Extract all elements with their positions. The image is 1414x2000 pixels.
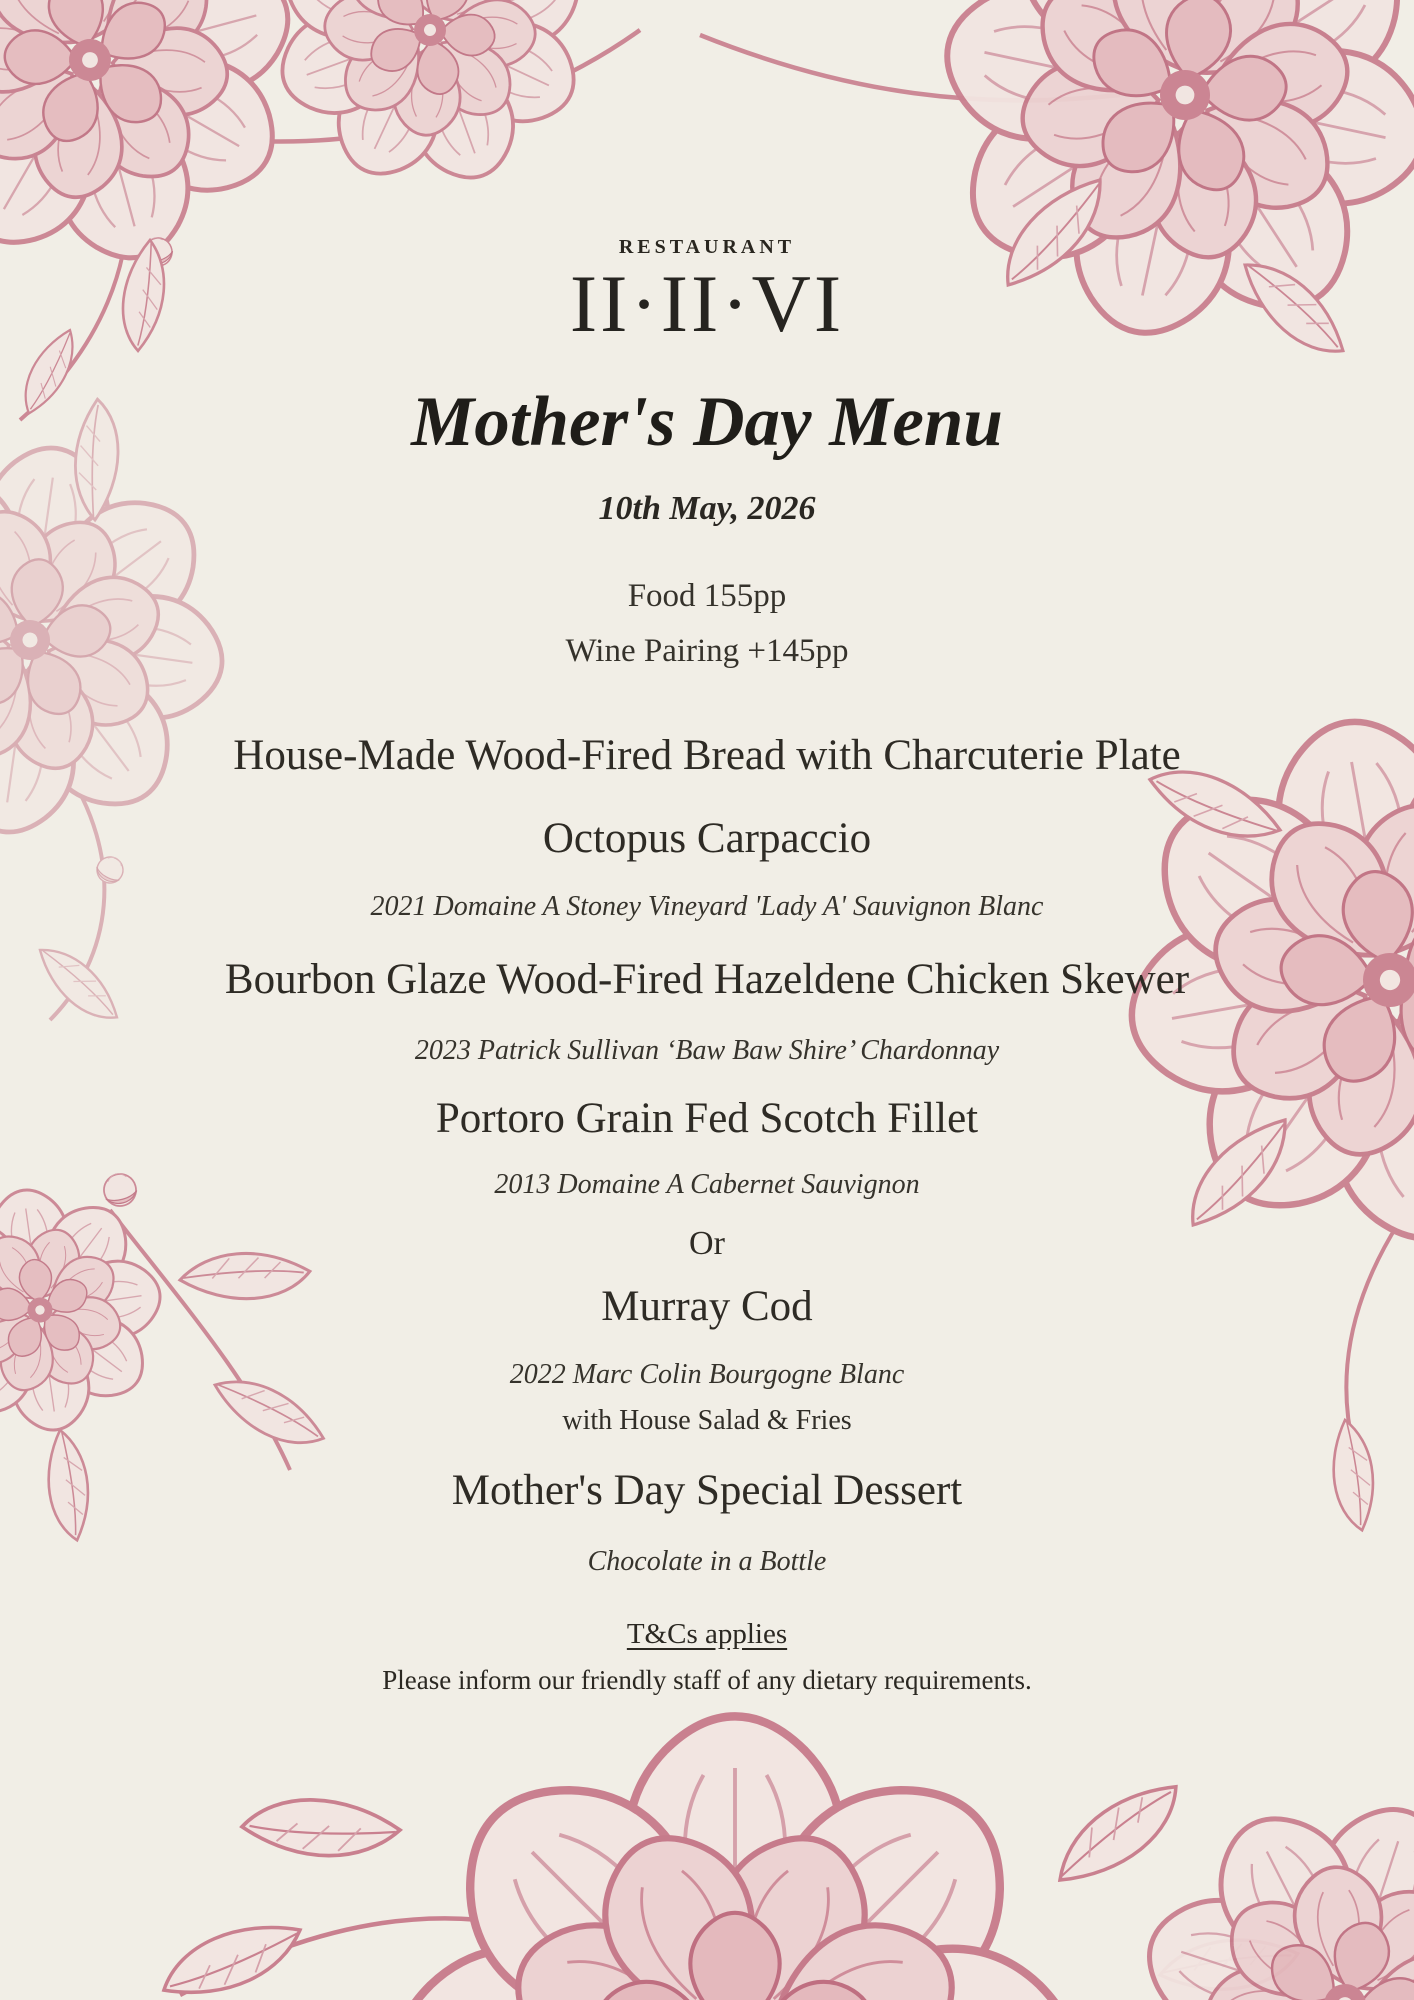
- wine-pairing-scotch-fillet: 2013 Domaine A Cabernet Sauvignon: [494, 1169, 920, 1200]
- course-murray-cod: Murray Cod: [601, 1283, 813, 1330]
- wine-pairing-octopus: 2021 Domaine A Stoney Vineyard 'Lady A' Sauvignon Blanc: [370, 891, 1044, 922]
- terms-link[interactable]: T&Cs applies: [626, 1618, 788, 1650]
- or-separator: Or: [689, 1225, 725, 1262]
- wine-pairing-price: Wine Pairing +145pp: [565, 633, 849, 669]
- wine-pairing-murray-cod: 2022 Marc Colin Bourgogne Blanc: [509, 1359, 905, 1390]
- course-octopus: Octopus Carpaccio: [542, 815, 872, 862]
- course-bread: House-Made Wood-Fired Bread with Charcuterie Plate: [233, 732, 1181, 779]
- food-price: Food 155pp: [627, 578, 787, 614]
- course-scotch-fillet: Portoro Grain Fed Scotch Fillet: [435, 1095, 979, 1142]
- wine-pairing-chicken: 2023 Patrick Sullivan ‘Baw Baw Shire’ Chardonnay: [414, 1035, 1000, 1066]
- event-date: 10th May, 2026: [598, 490, 816, 527]
- page-title: Mother's Day Menu: [411, 383, 1003, 461]
- course-dessert: Mother's Day Special Dessert: [451, 1467, 963, 1514]
- restaurant-logo: II·II·VI: [569, 258, 845, 349]
- sides-note: with House Salad & Fries: [562, 1405, 852, 1436]
- course-chicken: Bourbon Glaze Wood-Fired Hazeldene Chicken Skewer: [224, 956, 1190, 1003]
- dessert-detail: Chocolate in a Bottle: [587, 1546, 827, 1577]
- restaurant-label: RESTAURANT: [618, 236, 796, 258]
- dietary-note: Please inform our friendly staff of any dietary requirements.: [382, 1665, 1032, 1695]
